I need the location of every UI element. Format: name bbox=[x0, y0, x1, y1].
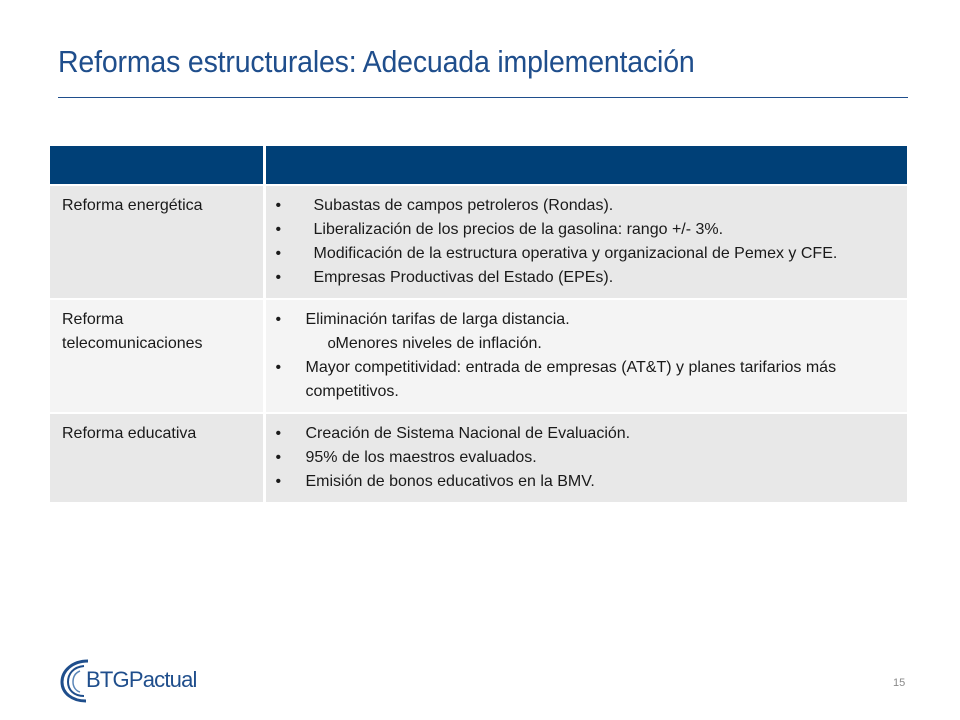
title-divider bbox=[58, 97, 908, 98]
row-details-energetica bbox=[264, 185, 907, 299]
header-cell-reform bbox=[50, 146, 264, 185]
list-item-text: Emisión de bonos educativos en la BMV. bbox=[305, 473, 595, 490]
list-item bbox=[276, 308, 898, 356]
list-item-text: Subastas de campos petroleros (Rondas). bbox=[313, 197, 614, 214]
list-item-text: Eliminación tarifas de larga distancia. bbox=[305, 311, 570, 328]
table-row bbox=[50, 413, 907, 502]
list-item-text: Creación de Sistema Nacional de Evaluación. bbox=[305, 425, 631, 442]
sub-list-item-text: Menores niveles de inflación. bbox=[335, 335, 542, 352]
bullet-icon: • bbox=[275, 269, 282, 286]
list-item bbox=[276, 194, 898, 218]
sub-list-item bbox=[306, 332, 898, 356]
list-item bbox=[276, 266, 898, 290]
bullet-icon: • bbox=[275, 425, 282, 442]
list-item bbox=[276, 218, 898, 242]
page-number: 15 bbox=[893, 677, 906, 689]
list-item-text: 95% de los maestros evaluados. bbox=[305, 449, 537, 466]
bullet-icon: • bbox=[275, 197, 282, 214]
hollow-bullet-icon: o bbox=[327, 335, 336, 352]
bullet-icon: • bbox=[275, 359, 282, 376]
bullet-icon: • bbox=[275, 221, 282, 238]
bullet-icon: • bbox=[275, 449, 282, 466]
row-label-educativa: Reforma educativa bbox=[50, 413, 264, 502]
row-label-telecom: Reforma telecomunicaciones bbox=[50, 299, 264, 413]
row-label-energetica: Reforma energética bbox=[50, 185, 264, 299]
list-item bbox=[276, 446, 898, 470]
slide-title: Reformas estructurales: Adecuada implementación bbox=[58, 44, 695, 79]
list-item bbox=[276, 470, 898, 494]
table-row bbox=[50, 299, 907, 413]
list-item-text: Liberalización de los precios de la gasolina: rango +/- 3%. bbox=[313, 221, 724, 238]
list-item bbox=[276, 356, 898, 404]
list-item-text: Mayor competitividad: entrada de empresas (AT&T) y planes tarifarios más competitivos. bbox=[305, 359, 837, 400]
btg-pactual-logo bbox=[58, 655, 208, 705]
row-details-telecom bbox=[264, 299, 907, 413]
bullet-icon: • bbox=[275, 473, 282, 490]
list-item-text: Empresas Productivas del Estado (EPEs). bbox=[313, 269, 614, 286]
list-item-text: Modificación de la estructura operativa y organizacional de Pemex y CFE. bbox=[313, 245, 838, 262]
bullet-icon: • bbox=[275, 245, 282, 262]
table-header-row bbox=[50, 146, 907, 185]
table-row bbox=[50, 185, 907, 299]
reforms-table bbox=[50, 146, 907, 502]
logo-wordmark: BTGPactual bbox=[86, 667, 197, 692]
header-cell-details bbox=[264, 146, 907, 185]
bullet-icon: • bbox=[275, 311, 282, 328]
row-details-educativa bbox=[264, 413, 907, 502]
list-item bbox=[276, 242, 898, 266]
list-item bbox=[276, 422, 898, 446]
